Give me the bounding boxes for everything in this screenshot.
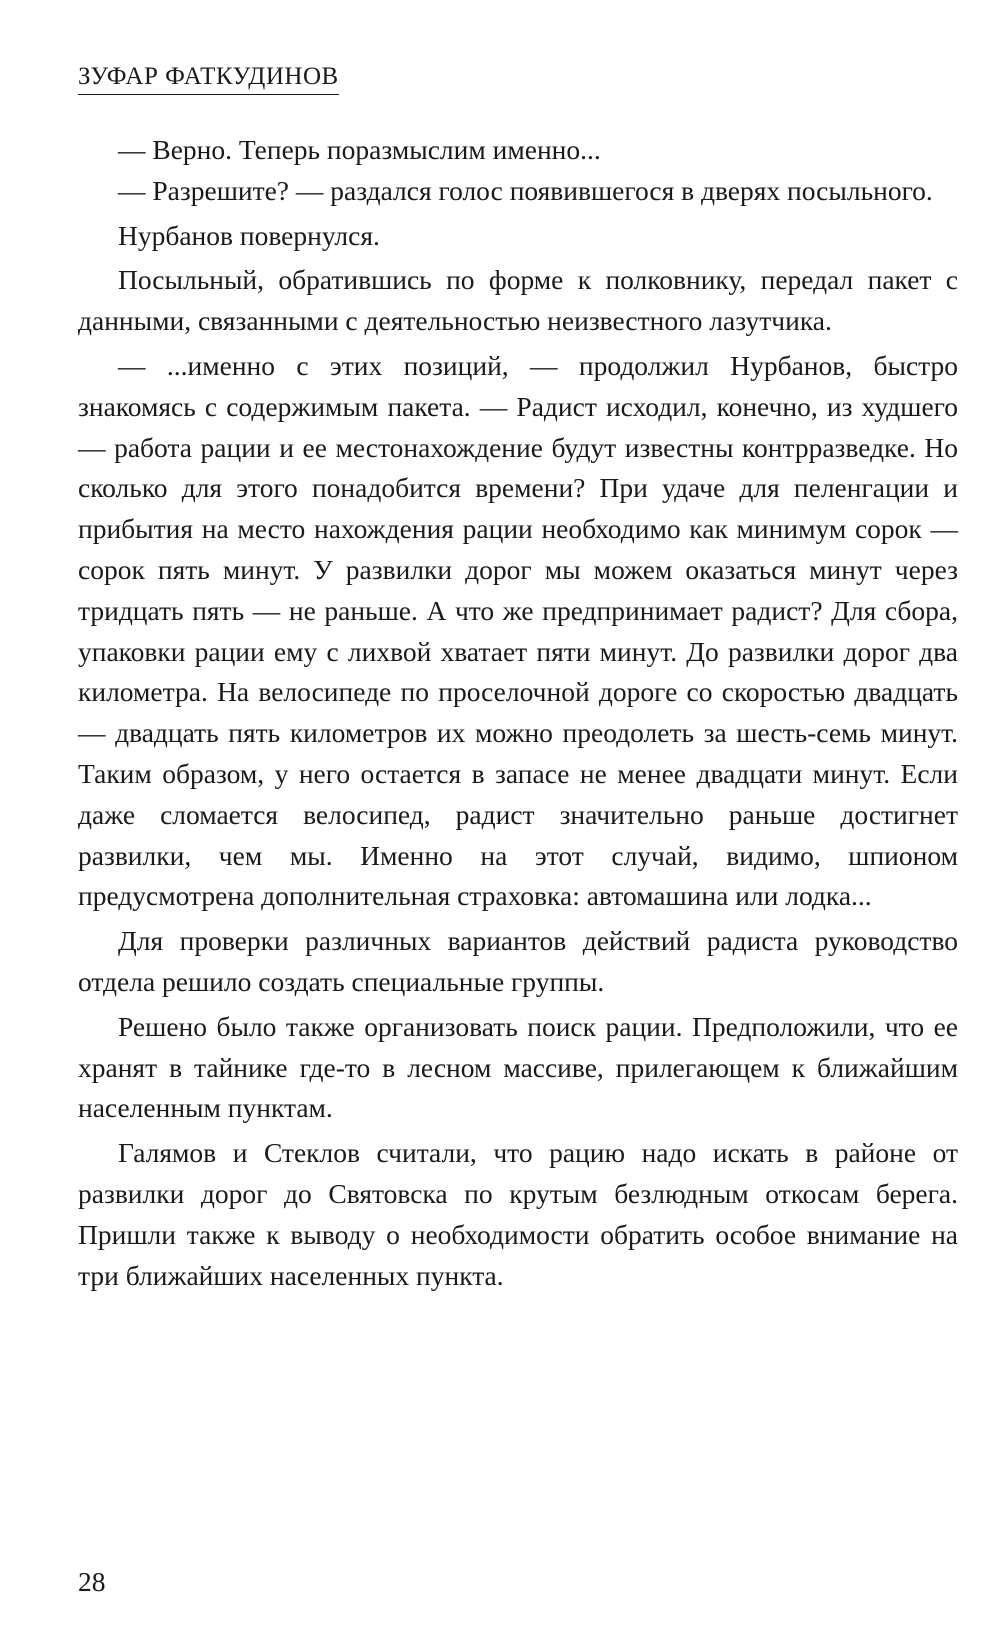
paragraph: Галямов и Стеклов считали, что рацию надо искать в районе от развилки дорог до Святовска по крутым безлюдным откосам берега. Пришли также к выводу о необходимости обратить особое внимание на три ближайших населенных пункта. bbox=[78, 1137, 958, 1291]
paragraph: — Разрешите? — раздался голос появившегося в дверях посыльного. bbox=[118, 174, 933, 206]
paragraph: Нурбанов повернулся. bbox=[118, 219, 380, 251]
paragraph: — ...именно с этих позиций, — продолжил Нурбанов, быстро знакомясь с содержимым пакета. — Радист исходил, конечно, из худшего — работа рации и ее местонахождение будут известны контрразведке. Но сколько для этого понадобится времени? При удаче для пеленгации и прибытия на место нахождения рации необходимо как минимум сорок — сорок пять минут. У развилки дорог мы можем оказаться минут через тридцать пять — не раньше. А что же предпринимает радист? Для сбора, упаковки рации ему с лихвой хватает пяти минут. До развилки дорог два километра. На велосипеде по проселочной дороге со скоростью двадцать — двадцать пять километров их можно преодолеть за шесть-семь минут. Таким образом, у него остается в запасе не менее двадцати минут. Если даже сломается велосипед, радист значительно раньше достигнет развилки, чем мы. Именно на этот случай, видимо, шпионом предусмотрена дополнительная страховка: автомашина или лодка... bbox=[78, 349, 958, 912]
paragraph: Посыльный, обратившись по форме к полковнику, передал пакет с данными, связанными с деятельностью неизвестного лазутчика. bbox=[78, 264, 958, 337]
body-text bbox=[78, 130, 958, 1296]
running-head-author: ЗУФАР ФАТКУДИНОВ bbox=[78, 62, 339, 95]
paragraph: — Верно. Теперь поразмыслим именно... bbox=[118, 134, 601, 165]
paragraph: Решено было также организовать поиск рации. Предположили, что ее хранят в тайнике где-то в лесном массиве, прилегающем к ближайшим населенным пунктам. bbox=[78, 1010, 958, 1124]
paragraph: Для проверки различных вариантов действий радиста руководство отдела решило создать специальные группы. bbox=[78, 925, 958, 997]
page-number: 28 bbox=[78, 1566, 106, 1597]
